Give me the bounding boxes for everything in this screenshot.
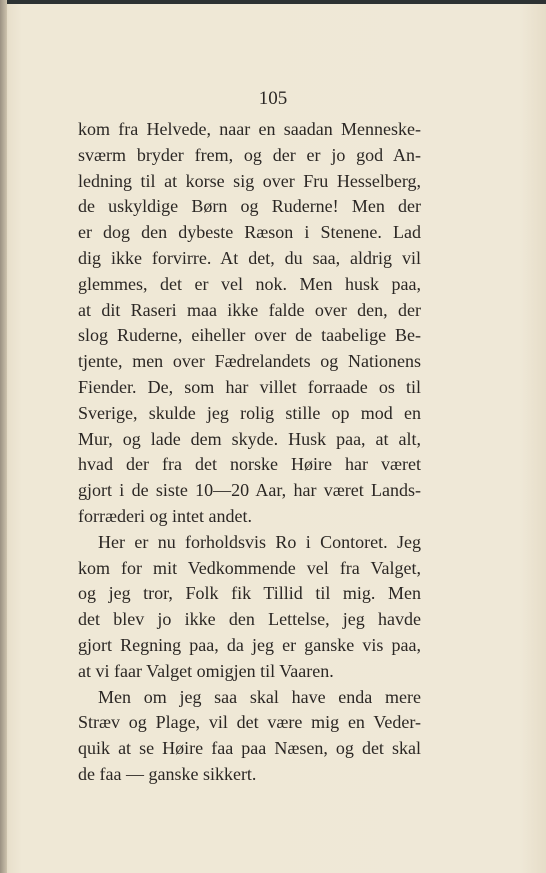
text-line: det blev jo ikke den Lettelse, jeg havde (78, 609, 421, 630)
text-line: sværm bryder frem, og der er jo god An- (78, 144, 421, 165)
text-line: kom fra Helvede, naar en saadan Menneske- (78, 119, 421, 139)
text-line: at dit Raseri maa ikke falde over den, der (78, 299, 421, 320)
text-line: glemmes, det er vel nok. Men husk paa, (78, 273, 421, 294)
page-spine-shadow (0, 0, 7, 873)
text-line: hvad der fra det norske Høire har været (78, 454, 421, 475)
text-line: dig ikke forvirre. At det, du saa, aldrig vil (78, 247, 421, 268)
text-line: de faa — ganske sikkert. (78, 763, 257, 784)
text-line: Fiender. De, som har villet forraade os til (78, 376, 421, 397)
text-line: gjort Regning paa, da jeg er ganske vis paa, (78, 634, 421, 655)
text-line: de uskyldige Børn og Ruderne! Men der (78, 196, 421, 217)
text-line: Sverige, skulde jeg rolig stille op mod en (78, 402, 421, 423)
text-line: og jeg tror, Folk fik Tillid til mig. Men (78, 583, 421, 604)
text-line: er dog den dybeste Ræson i Stenene. Lad (78, 222, 421, 243)
top-edge-band (0, 0, 546, 4)
text-line: slog Ruderne, eiheller over de taabelige Be- (78, 325, 421, 346)
text-line: kom for mit Vedkommende vel fra Valget, (78, 557, 421, 578)
text-line: ledning til at korse sig over Fru Hesselberg, (78, 170, 421, 191)
text-line: tjente, men over Fædrelandets og Nationens (78, 351, 421, 372)
text-line: gjort i de siste 10—20 Aar, har været Lands- (78, 480, 421, 501)
page-number: 105 (258, 88, 288, 109)
text-line: Stræv og Plage, vil det være mig en Veder- (78, 712, 421, 733)
text-line: at vi faar Valget omigjen til Vaaren. (78, 660, 334, 681)
text-line: quik at se Høire faa paa Næsen, og det skal (78, 738, 421, 759)
text-line: Her er nu forholdsvis Ro i Contoret. Jeg (98, 531, 421, 552)
text-line: Men om jeg saa skal have enda mere (98, 686, 421, 707)
text-line: forræderi og intet andet. (78, 505, 252, 526)
body-text (78, 117, 421, 788)
text-line: Mur, og lade dem skyde. Husk paa, at alt, (78, 428, 421, 449)
